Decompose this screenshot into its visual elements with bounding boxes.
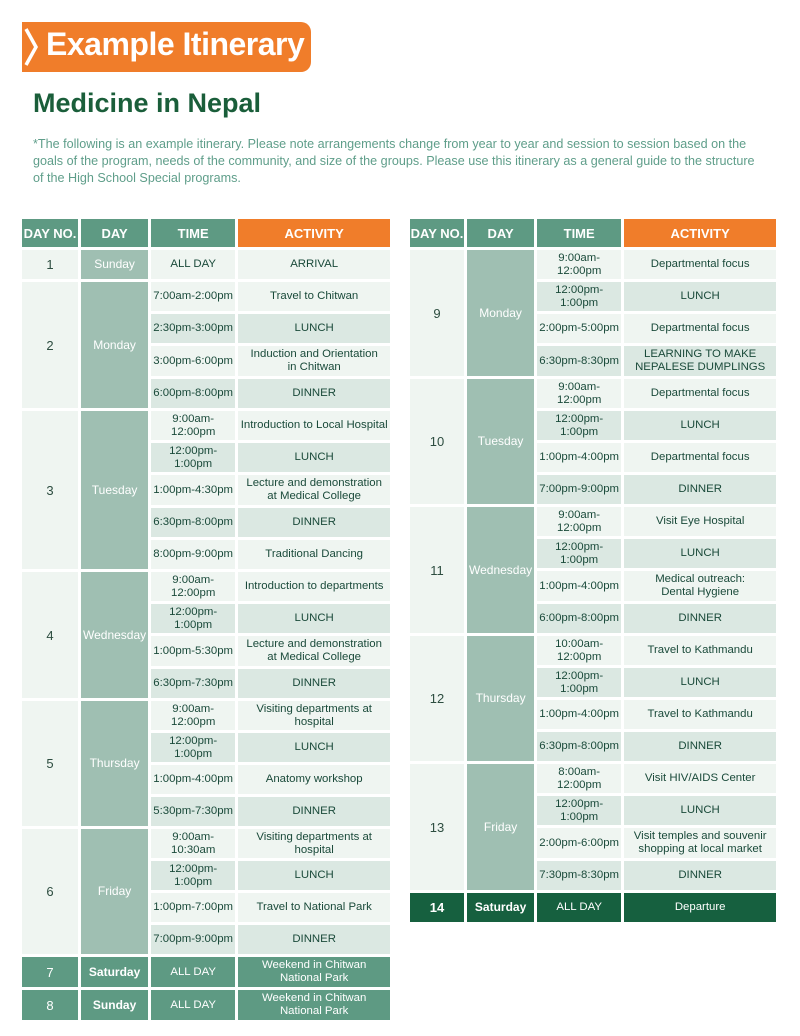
- activity-cell: Travel to Kathmandu: [624, 700, 776, 729]
- day-number: 11: [410, 507, 464, 633]
- activity-cell: DINNER: [238, 379, 390, 408]
- time-cell: 9:00am-12:00pm: [537, 379, 621, 408]
- time-cell: 6:30pm-8:00pm: [537, 732, 621, 761]
- itinerary-row: [410, 636, 776, 665]
- time-cell: 2:00pm-5:00pm: [537, 314, 621, 343]
- day-number: 14: [410, 893, 464, 922]
- time-cell: 12:00pm-1:00pm: [151, 443, 235, 472]
- activity-cell: Introduction to Local Hospital: [238, 411, 390, 440]
- itinerary-row: [22, 572, 390, 601]
- time-cell: 9:00am-10:30am: [151, 829, 235, 858]
- itinerary-row: [410, 893, 776, 922]
- day-name: Sunday: [81, 990, 148, 1020]
- activity-cell: Departure: [624, 893, 776, 922]
- itinerary-row: [22, 957, 390, 987]
- header-day: DAY: [467, 219, 534, 247]
- day-name: Friday: [81, 829, 148, 954]
- activity-cell: Visiting departments at hospital: [238, 829, 390, 858]
- activity-cell: DINNER: [624, 732, 776, 761]
- time-cell: 9:00am-12:00pm: [537, 250, 621, 279]
- day-number: 2: [22, 282, 78, 408]
- activity-cell: LEARNING TO MAKE NEPALESE DUMPLINGS: [624, 346, 776, 376]
- time-cell: 1:00pm-4:00pm: [537, 700, 621, 729]
- day-name: Thursday: [81, 701, 148, 826]
- activity-cell: LUNCH: [624, 282, 776, 311]
- day-number: 13: [410, 764, 464, 890]
- banner-title: Example Itinerary: [46, 26, 305, 62]
- time-cell: 6:00pm-8:00pm: [151, 379, 235, 408]
- itinerary-row: [410, 314, 776, 343]
- activity-cell: DINNER: [238, 925, 390, 954]
- time-cell: 8:00am-12:00pm: [537, 764, 621, 793]
- itinerary-row: [410, 700, 776, 729]
- time-cell: 9:00am-12:00pm: [151, 411, 235, 440]
- day-name: Monday: [81, 282, 148, 408]
- activity-cell: Departmental focus: [624, 314, 776, 343]
- header-time: TIME: [537, 219, 621, 247]
- time-cell: 6:30pm-8:30pm: [537, 346, 621, 376]
- activity-cell: DINNER: [238, 669, 390, 698]
- time-cell: 3:00pm-6:00pm: [151, 346, 235, 376]
- time-cell: 12:00pm-1:00pm: [537, 796, 621, 825]
- activity-cell: LUNCH: [624, 411, 776, 440]
- activity-cell: Visit Eye Hospital: [624, 507, 776, 536]
- itinerary-row: [410, 411, 776, 440]
- table-header-row: [410, 219, 776, 247]
- day-name: Monday: [467, 250, 534, 376]
- itinerary-row: [410, 732, 776, 761]
- time-cell: 1:00pm-4:00pm: [537, 443, 621, 472]
- time-cell: 5:30pm-7:30pm: [151, 797, 235, 826]
- activity-cell: DINNER: [238, 797, 390, 826]
- activity-cell: Lecture and demonstration at Medical College: [238, 475, 390, 505]
- itinerary-row: [22, 250, 390, 279]
- activity-cell: DINNER: [238, 508, 390, 537]
- day-number: 6: [22, 829, 78, 954]
- itinerary-row: [410, 861, 776, 890]
- time-cell: 12:00pm-1:00pm: [537, 668, 621, 697]
- day-number: 7: [22, 957, 78, 987]
- activity-cell: LUNCH: [238, 861, 390, 890]
- day-number: 1: [22, 250, 78, 279]
- day-name: Tuesday: [81, 411, 148, 569]
- itinerary-row: [22, 829, 390, 858]
- activity-cell: Induction and Orientation in Chitwan: [238, 346, 390, 376]
- activity-cell: Anatomy workshop: [238, 765, 390, 794]
- itinerary-row: [22, 411, 390, 440]
- time-cell: 7:00pm-9:00pm: [537, 475, 621, 504]
- day-name: Saturday: [467, 893, 534, 922]
- time-cell: 7:00pm-9:00pm: [151, 925, 235, 954]
- time-cell: 12:00pm-1:00pm: [151, 733, 235, 762]
- itinerary-row: [410, 475, 776, 504]
- itinerary-row: [410, 282, 776, 311]
- itinerary-row: [410, 539, 776, 568]
- itinerary-row: [410, 379, 776, 408]
- time-cell: 12:00pm-1:00pm: [537, 282, 621, 311]
- activity-cell: Visit HIV/AIDS Center: [624, 764, 776, 793]
- day-number: 3: [22, 411, 78, 569]
- activity-cell: LUNCH: [238, 733, 390, 762]
- header-day-no: DAY NO.: [22, 219, 78, 247]
- day-number: 8: [22, 990, 78, 1020]
- itinerary-row: [22, 282, 390, 311]
- activity-cell: LUNCH: [238, 314, 390, 343]
- activity-cell: Travel to Kathmandu: [624, 636, 776, 665]
- time-cell: 12:00pm-1:00pm: [537, 411, 621, 440]
- day-name: Thursday: [467, 636, 534, 761]
- time-cell: ALL DAY: [537, 893, 621, 922]
- activity-cell: Introduction to departments: [238, 572, 390, 601]
- time-cell: 6:30pm-8:00pm: [151, 508, 235, 537]
- activity-cell: ARRIVAL: [238, 250, 390, 279]
- time-cell: 7:30pm-8:30pm: [537, 861, 621, 890]
- activity-cell: Medical outreach: Dental Hygiene: [624, 571, 776, 601]
- time-cell: ALL DAY: [151, 250, 235, 279]
- activity-cell: DINNER: [624, 861, 776, 890]
- activity-cell: Visiting departments at hospital: [238, 701, 390, 730]
- itinerary-row: [410, 828, 776, 858]
- activity-cell: DINNER: [624, 475, 776, 504]
- activity-cell: Travel to Chitwan: [238, 282, 390, 311]
- header-activity: ACTIVITY: [238, 219, 390, 247]
- time-cell: 6:30pm-7:30pm: [151, 669, 235, 698]
- itinerary-table-right: [407, 216, 779, 925]
- activity-cell: Traditional Dancing: [238, 540, 390, 569]
- day-name: Saturday: [81, 957, 148, 987]
- header-activity: ACTIVITY: [624, 219, 776, 247]
- activity-cell: Travel to National Park: [238, 893, 390, 922]
- activity-cell: LUNCH: [624, 668, 776, 697]
- activity-cell: LUNCH: [624, 796, 776, 825]
- activity-cell: Weekend in Chitwan National Park: [238, 990, 390, 1020]
- time-cell: 7:00am-2:00pm: [151, 282, 235, 311]
- itinerary-row: [410, 346, 776, 376]
- itinerary-row: [410, 764, 776, 793]
- time-cell: 1:00pm-7:00pm: [151, 893, 235, 922]
- activity-cell: Visit temples and souvenir shopping at local market: [624, 828, 776, 858]
- time-cell: 1:00pm-4:00pm: [537, 571, 621, 601]
- chevron-right-icon: [22, 27, 40, 67]
- header-day: DAY: [81, 219, 148, 247]
- activity-cell: Departmental focus: [624, 250, 776, 279]
- time-cell: 12:00pm-1:00pm: [151, 604, 235, 633]
- time-cell: 2:00pm-6:00pm: [537, 828, 621, 858]
- activity-cell: DINNER: [624, 604, 776, 633]
- day-number: 12: [410, 636, 464, 761]
- day-number: 9: [410, 250, 464, 376]
- activity-cell: Weekend in Chitwan National Park: [238, 957, 390, 987]
- time-cell: 1:00pm-5:30pm: [151, 636, 235, 666]
- time-cell: 10:00am-12:00pm: [537, 636, 621, 665]
- time-cell: 9:00am-12:00pm: [151, 701, 235, 730]
- activity-cell: Departmental focus: [624, 379, 776, 408]
- activity-cell: LUNCH: [624, 539, 776, 568]
- day-number: 4: [22, 572, 78, 698]
- time-cell: ALL DAY: [151, 957, 235, 987]
- time-cell: 12:00pm-1:00pm: [151, 861, 235, 890]
- day-name: Wednesday: [467, 507, 534, 633]
- day-name: Wednesday: [81, 572, 148, 698]
- header-day-no: DAY NO.: [410, 219, 464, 247]
- table-header-row: [22, 219, 390, 247]
- day-name: Tuesday: [467, 379, 534, 504]
- activity-cell: LUNCH: [238, 604, 390, 633]
- day-name: Sunday: [81, 250, 148, 279]
- time-cell: 9:00am-12:00pm: [151, 572, 235, 601]
- day-name: Friday: [467, 764, 534, 890]
- day-number: 5: [22, 701, 78, 826]
- itinerary-table-left: [19, 216, 393, 1023]
- day-number: 10: [410, 379, 464, 504]
- page-title: Medicine in Nepal: [33, 88, 262, 118]
- time-cell: 9:00am-12:00pm: [537, 507, 621, 536]
- intro-note: *The following is an example itinerary. Please note arrangements change from year to year and session to session based on the goals of the program, needs of the community, and size of the groups. Please use this itinerary as a general guide to the structure of the High School Special programs.: [33, 137, 755, 185]
- activity-cell: Departmental focus: [624, 443, 776, 472]
- itinerary-row: [410, 604, 776, 633]
- time-cell: ALL DAY: [151, 990, 235, 1020]
- activity-cell: LUNCH: [238, 443, 390, 472]
- time-cell: 6:00pm-8:00pm: [537, 604, 621, 633]
- time-cell: 1:00pm-4:00pm: [151, 765, 235, 794]
- itinerary-row: [22, 990, 390, 1020]
- itinerary-row: [410, 250, 776, 279]
- itinerary-row: [410, 571, 776, 601]
- time-cell: 1:00pm-4:30pm: [151, 475, 235, 505]
- itinerary-row: [410, 443, 776, 472]
- itinerary-row: [410, 668, 776, 697]
- time-cell: 8:00pm-9:00pm: [151, 540, 235, 569]
- time-cell: 2:30pm-3:00pm: [151, 314, 235, 343]
- header-time: TIME: [151, 219, 235, 247]
- itinerary-row: [410, 796, 776, 825]
- itinerary-row: [22, 701, 390, 730]
- itinerary-row: [410, 507, 776, 536]
- time-cell: 12:00pm-1:00pm: [537, 539, 621, 568]
- activity-cell: Lecture and demonstration at Medical College: [238, 636, 390, 666]
